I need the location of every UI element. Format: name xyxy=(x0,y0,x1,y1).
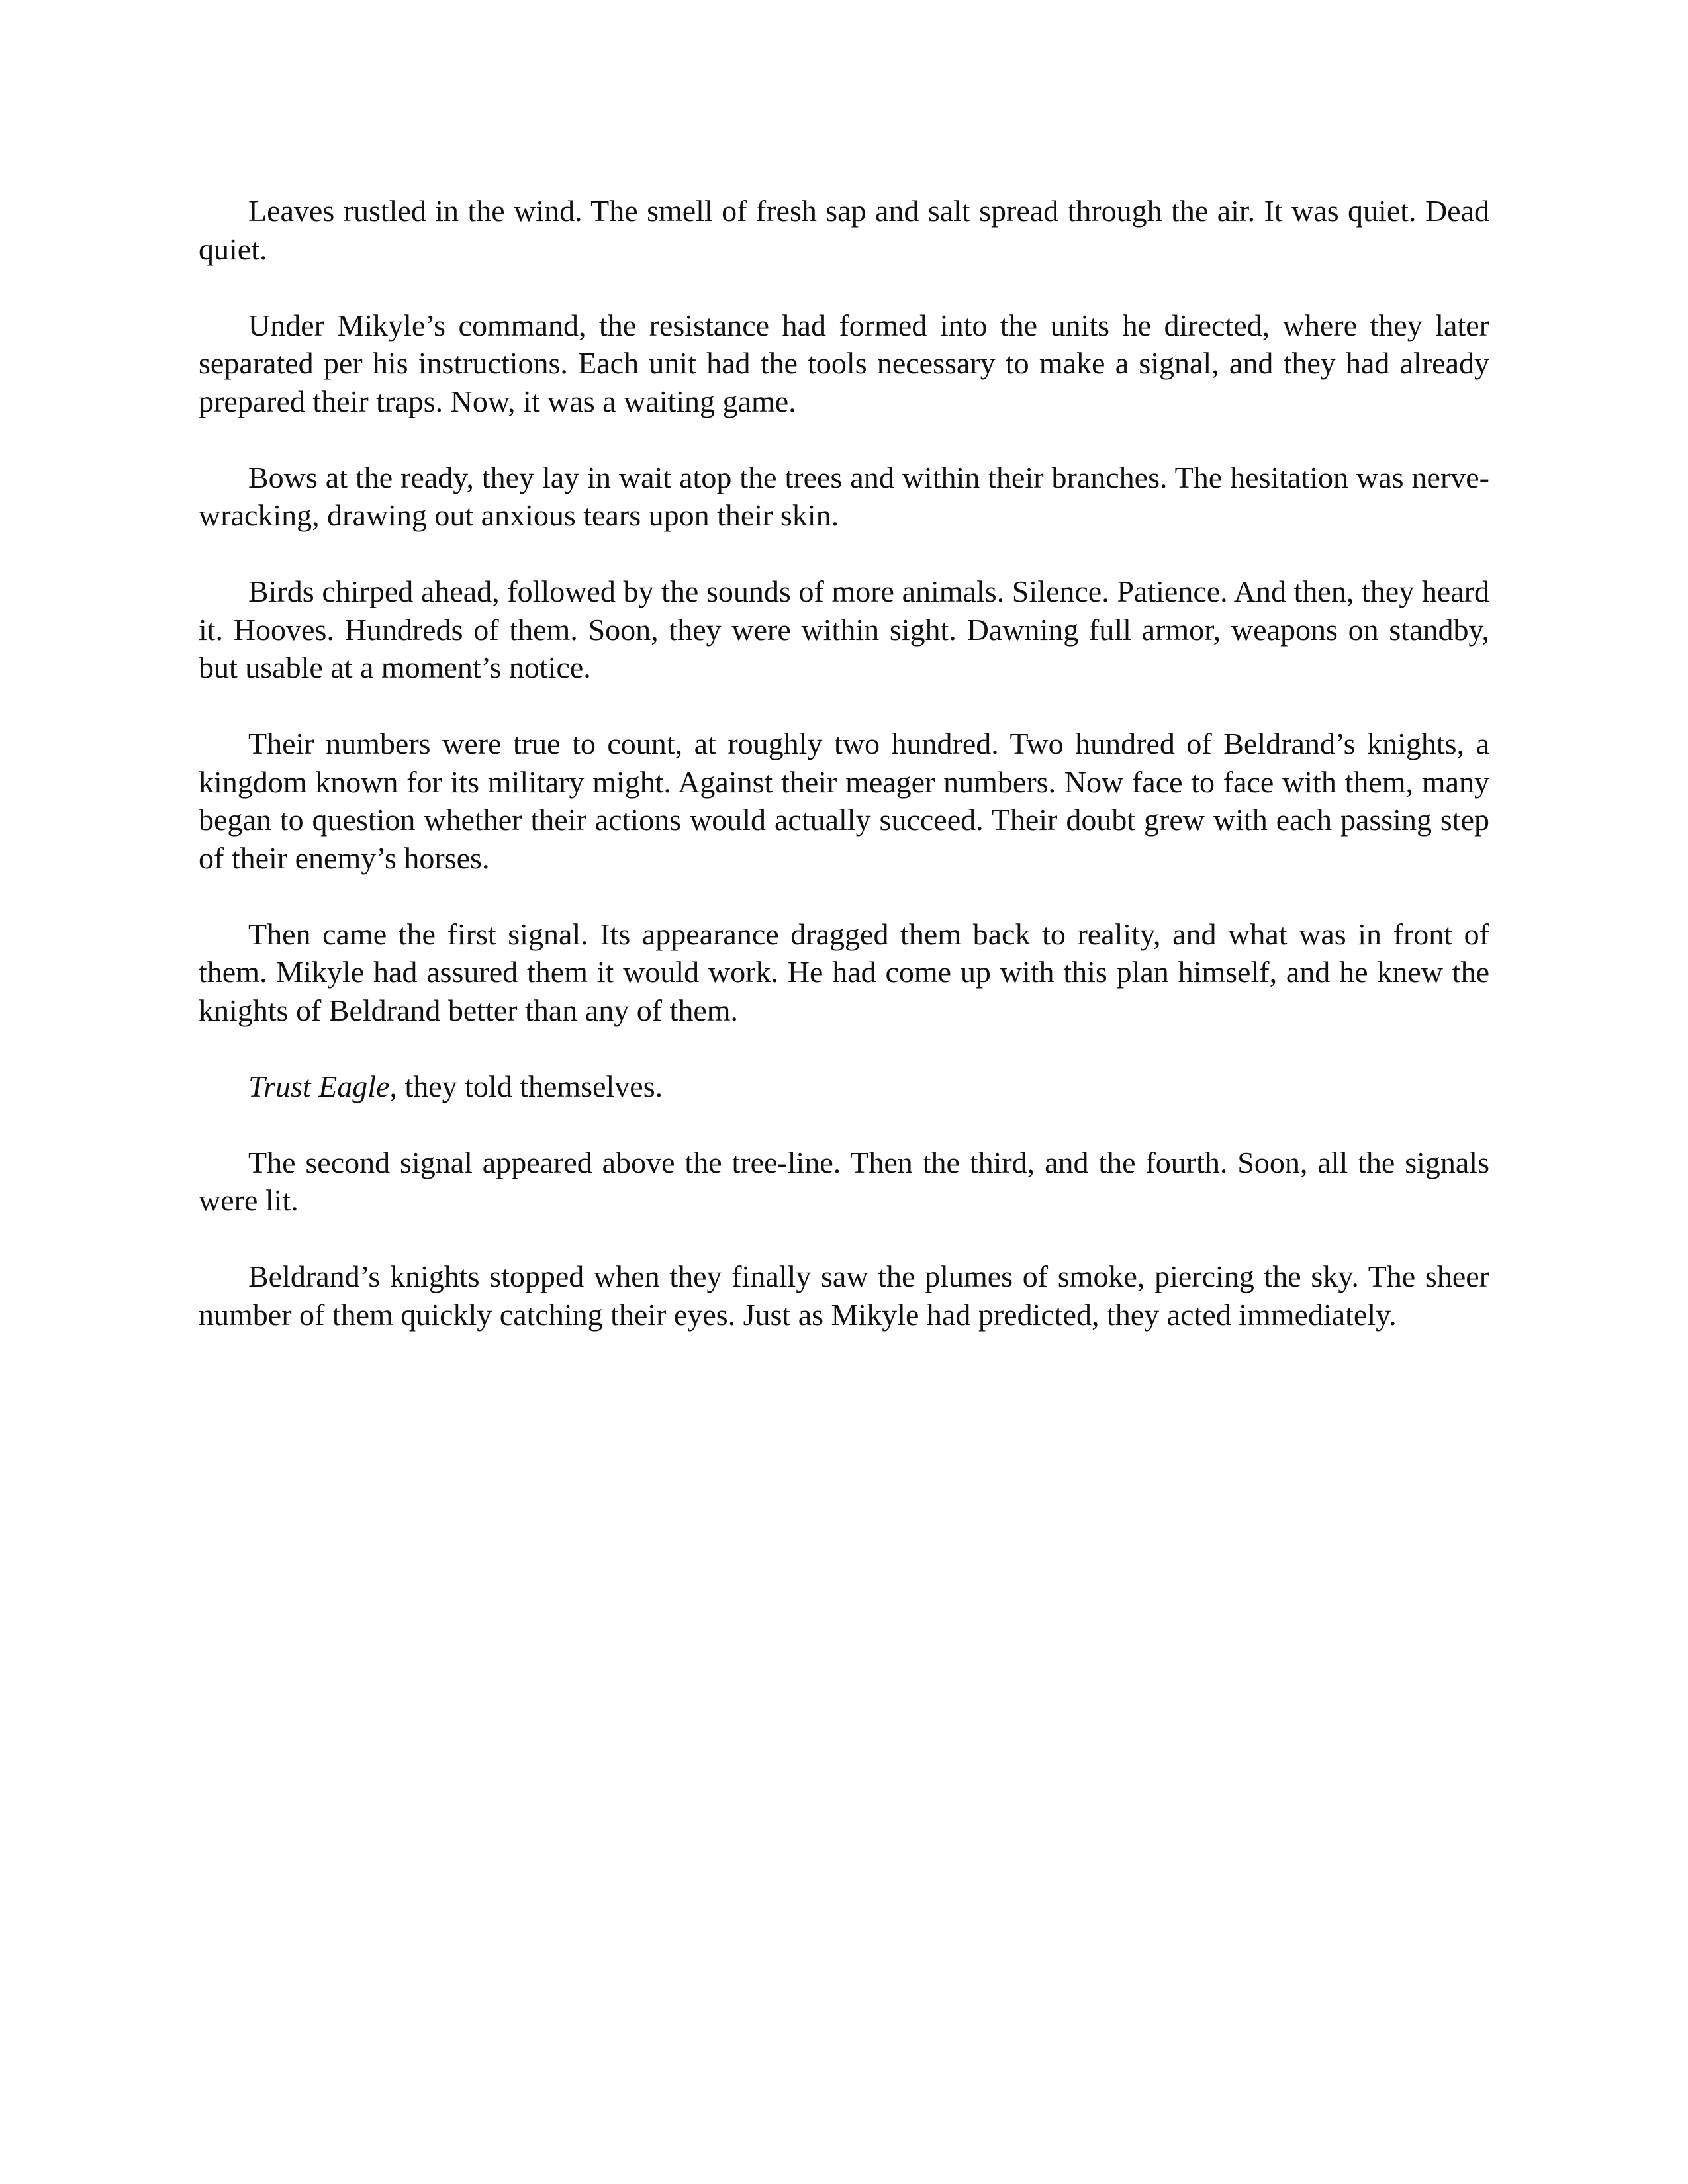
paragraph: Under Mikyle’s command, the resistance had formed into the units he directed, where they later separated per his instructions. Each unit had the tools necessary to make a signal, and they had already prepared their traps. Now, it was a waiting game. xyxy=(199,308,1489,418)
thought-continuation: they told themselves. xyxy=(397,1069,663,1103)
paragraph: Leaves rustled in the wind. The smell of fresh sap and salt spread through the air. It was quiet. Dead quiet. xyxy=(199,194,1489,266)
paragraph: The second signal appeared above the tree-line. Then the third, and the fourth. Soon, all the signals were lit. xyxy=(199,1145,1489,1217)
paragraph: Then came the first signal. Its appearance dragged them back to reality, and what was in front of them. Mikyle had assured them it would work. He had come up with this plan himself, and he knew the knights of Beldrand better than any of them. xyxy=(199,917,1489,1027)
paragraph: Bows at the ready, they lay in wait atop the trees and within their branches. The hesitation was nerve-wracking, drawing out anxious tears upon their skin. xyxy=(199,460,1489,532)
paragraph: Birds chirped ahead, followed by the sounds of more animals. Silence. Patience. And then, they heard it. Hooves. Hundreds of them. Soon, they were within sight. Dawning full armor, weapons on standby, but usable at a moment’s notice. xyxy=(199,574,1489,684)
italic-thought: Trust Eagle, xyxy=(248,1069,397,1103)
paragraph: Their numbers were true to count, at roughly two hundred. Two hundred of Beldrand’s knights, a kingdom known for its military might. Against their meager numbers. Now face to face with them, many began to question whether their actions would actually succeed. Their doubt grew with each passing step of their enemy’s horses. xyxy=(199,727,1489,875)
paragraph-thought xyxy=(199,1068,1489,1106)
paragraph: Beldrand’s knights stopped when they finally saw the plumes of smoke, piercing the sky. The sheer number of them quickly catching their eyes. Just as Mikyle had predicted, they acted immediately. xyxy=(199,1259,1489,1332)
document-page xyxy=(199,192,1489,1372)
